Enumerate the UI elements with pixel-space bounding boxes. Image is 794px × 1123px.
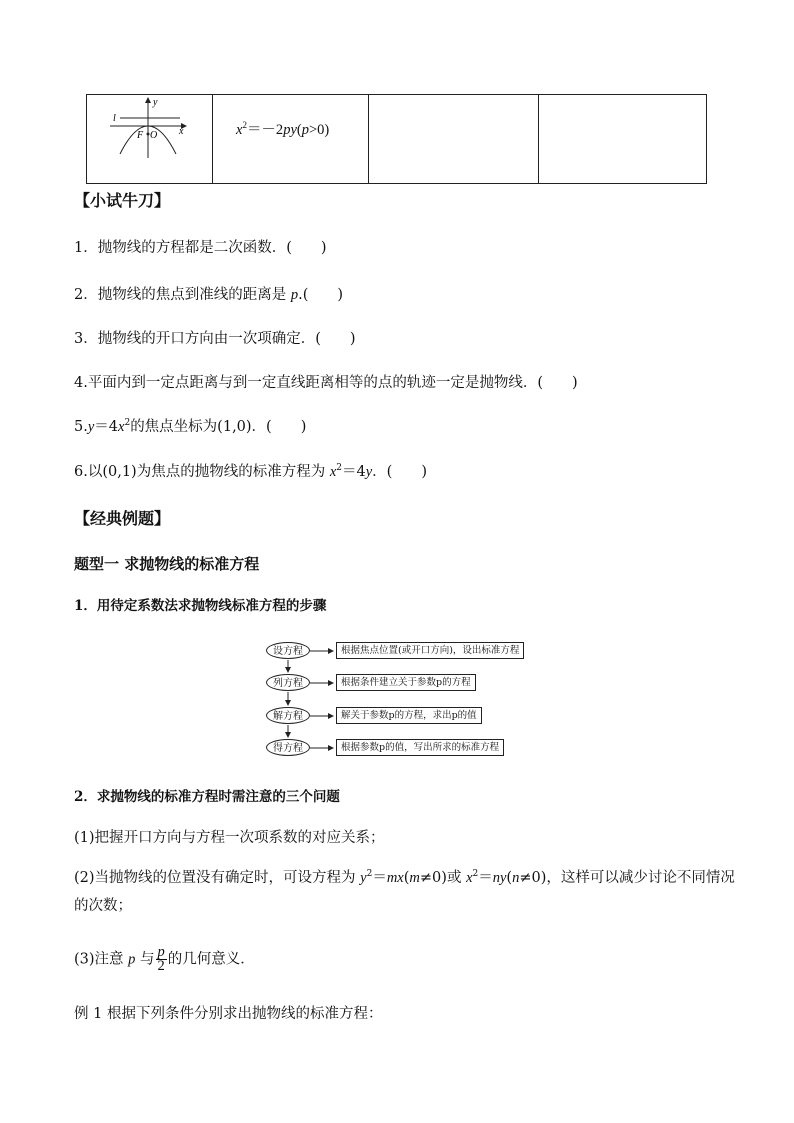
- label-l: l: [113, 113, 116, 124]
- trial-item-4: 4.平面内到一定点距离与到一定直线距离相等的点的轨迹一定是抛物线．( ): [74, 375, 578, 391]
- type-one-title: 题型一 求抛物线的标准方程: [74, 555, 260, 573]
- trial-item-1: 1．抛物线的方程都是二次函数．( ): [74, 240, 327, 256]
- fraction-numerator: p: [157, 944, 165, 960]
- flow-step-desc: 根据条件建立关于参数p的方程: [336, 674, 476, 691]
- trial-item-5: $5.y=4x^2$的焦点坐标为(1,0)．( ): [74, 418, 307, 435]
- point-two-title: 2．求抛物线的标准方程时需注意的三个问题: [74, 789, 340, 805]
- fraction-denominator: 2: [157, 958, 165, 974]
- example-1: 例 1 根据下列条件分别求出抛物线的标准方程：: [74, 1006, 383, 1022]
- section-heading-examples: 【经典例题】: [74, 509, 171, 528]
- flow-step-desc: 根据参数p的值，写出所求的标准方程: [336, 739, 504, 756]
- trial-item-2: 2．抛物线的焦点到准线的距离是 p.( ): [74, 287, 344, 303]
- label-O: O: [150, 130, 158, 141]
- point-one-title: 1．用待定系数法求抛物线标准方程的步骤: [74, 598, 327, 614]
- flow-step-desc: 根据焦点位置(或开口方向)，设出标准方程: [336, 642, 524, 659]
- standard-equation: $x^2=-2py(p>0)$: [236, 120, 330, 138]
- trial-item-3: 3．抛物线的开口方向由一次项确定．( ): [74, 331, 356, 347]
- note-2-line2: 的次数；: [74, 898, 132, 914]
- section-heading-trial: 【小试牛刀】: [74, 191, 171, 210]
- flow-step-desc: 解关于参数p的方程，求出p的值: [336, 707, 482, 724]
- note-2: (2)当抛物线的位置没有确定时，可设方程为 $y^2=mx(m\ne 0)$或 $x^2=ny(n\ne 0)$，这样可以减少讨论不同情况: [74, 869, 735, 886]
- flow-step-oval: 解方程: [266, 707, 310, 724]
- flow-step-oval: 设方程: [266, 642, 310, 659]
- trial-item-6: 6.以(0,1)为焦点的抛物线的标准方程为 $x^2=4y$．( ): [74, 463, 427, 480]
- flow-step-oval: 得方程: [266, 739, 310, 756]
- note-1: (1)把握开口方向与方程一次项系数的对应关系；: [74, 830, 385, 846]
- label-y: y: [153, 97, 158, 108]
- label-F: F: [137, 130, 144, 141]
- flow-step-oval: 列方程: [266, 674, 310, 691]
- note-3: (3)注意 p 与 $\frac{p}{2}$ 的几何意义．: [74, 944, 255, 974]
- label-x: x: [179, 126, 184, 137]
